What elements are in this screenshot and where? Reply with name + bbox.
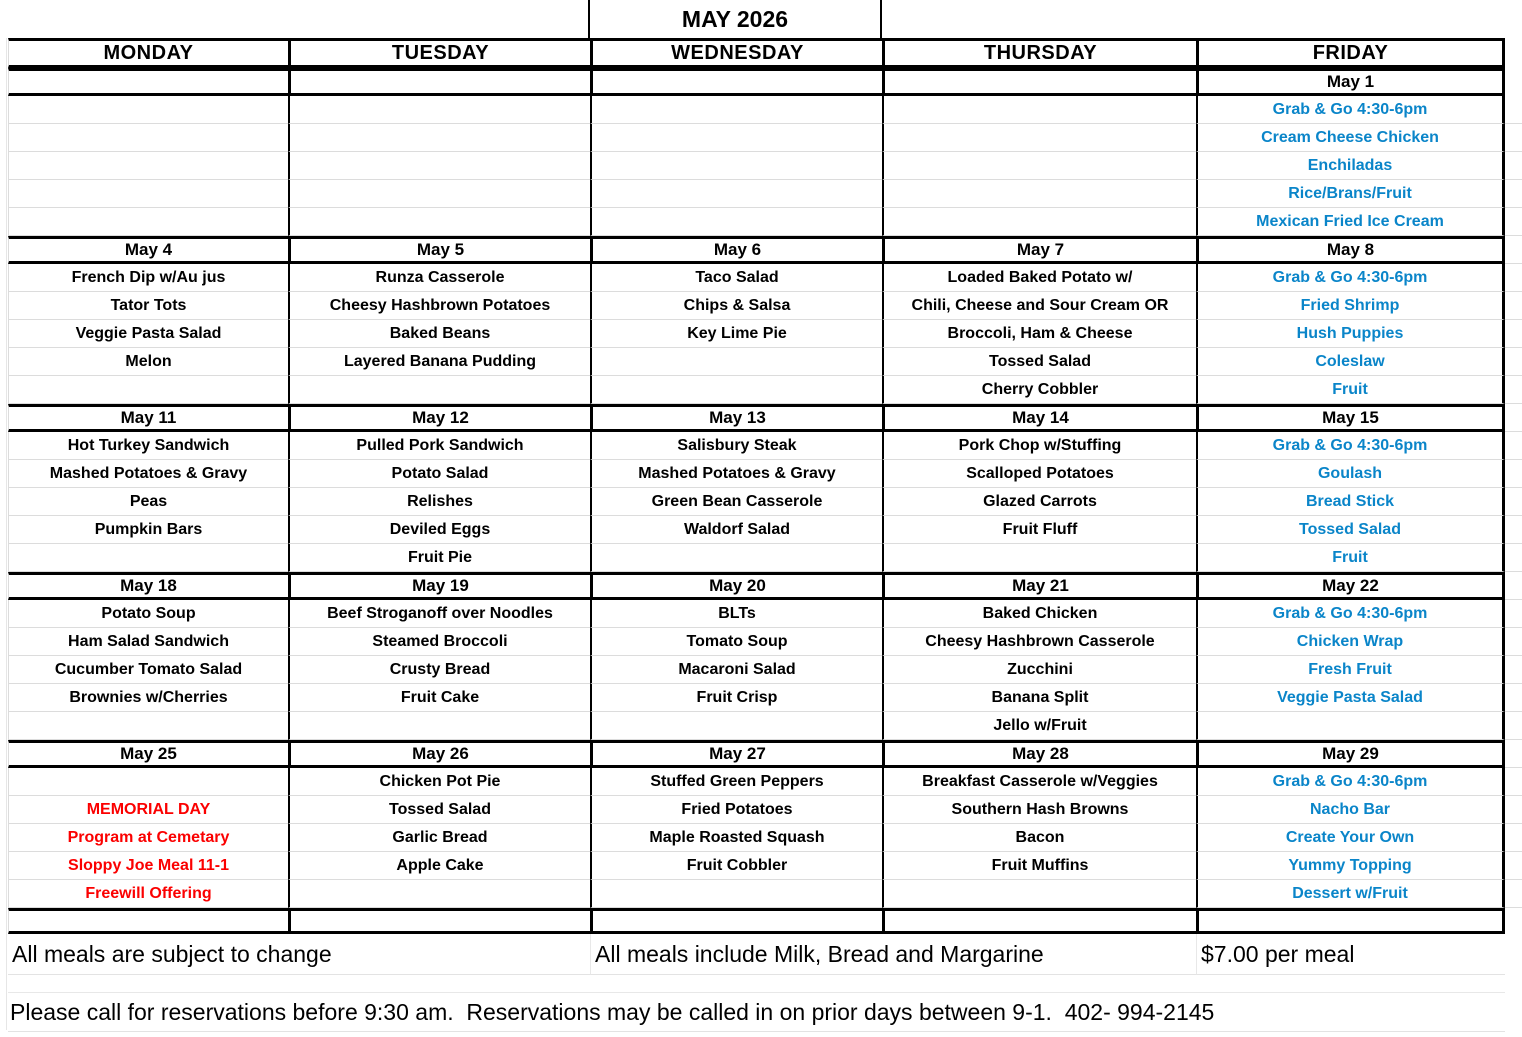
- spreadsheet-margin-gridlines: [1505, 96, 1522, 934]
- title-spacer: [882, 0, 1196, 38]
- menu-item-cell: Glazed Carrots: [882, 488, 1196, 516]
- menu-item-cell: Beef Stroganoff over Noodles: [288, 600, 590, 628]
- date-cell-empty: [288, 68, 590, 96]
- menu-item-cell-empty: [288, 96, 590, 124]
- note-subject-to-change: All meals are subject to change: [8, 934, 590, 975]
- menu-item-row: [8, 684, 1505, 712]
- title-spacer: [8, 0, 288, 38]
- weekday-header-wednesday: WEDNESDAY: [590, 38, 882, 68]
- menu-item-cell: Cucumber Tomato Salad: [8, 656, 288, 684]
- menu-item-cell-empty: [8, 152, 288, 180]
- menu-item-cell: Nacho Bar: [1196, 796, 1505, 824]
- title-spacer: [288, 0, 590, 38]
- date-cell: May 8: [1196, 236, 1505, 264]
- date-cell: May 15: [1196, 404, 1505, 432]
- menu-item-cell: Create Your Own: [1196, 824, 1505, 852]
- menu-item-cell-empty: [288, 880, 590, 908]
- menu-item-cell-empty: [590, 152, 882, 180]
- menu-item-row: [8, 460, 1505, 488]
- date-cell-empty: [590, 68, 882, 96]
- menu-item-cell: Baked Chicken: [882, 600, 1196, 628]
- menu-item-cell: Tossed Salad: [1196, 516, 1505, 544]
- menu-item-cell: Tator Tots: [8, 292, 288, 320]
- calendar-weeks: [8, 68, 1505, 934]
- date-cell: May 14: [882, 404, 1196, 432]
- menu-item-cell-empty: [288, 712, 590, 740]
- date-cell: May 1: [1196, 68, 1505, 96]
- month-title: MAY 2026: [590, 0, 882, 38]
- menu-item-cell: Fruit: [1196, 544, 1505, 572]
- menu-item-cell: Mashed Potatoes & Gravy: [590, 460, 882, 488]
- menu-item-cell: Chips & Salsa: [590, 292, 882, 320]
- menu-item-row: [8, 852, 1505, 880]
- menu-calendar: [8, 0, 1505, 1032]
- menu-item-cell: French Dip w/Au jus: [8, 264, 288, 292]
- menu-item-cell-empty: [882, 880, 1196, 908]
- menu-item-cell: Bacon: [882, 824, 1196, 852]
- menu-item-cell: Broccoli, Ham & Cheese: [882, 320, 1196, 348]
- menu-item-cell: Brownies w/Cherries: [8, 684, 288, 712]
- menu-item-cell: Baked Beans: [288, 320, 590, 348]
- menu-item-cell-empty: [288, 124, 590, 152]
- menu-item-cell: Veggie Pasta Salad: [1196, 684, 1505, 712]
- menu-item-cell: Fruit Cobbler: [590, 852, 882, 880]
- footer-gap-row: [8, 974, 1505, 993]
- menu-item-cell: Pulled Pork Sandwich: [288, 432, 590, 460]
- menu-item-cell: Crusty Bread: [288, 656, 590, 684]
- menu-item-cell-empty: [8, 208, 288, 236]
- menu-item-cell: Stuffed Green Peppers: [590, 768, 882, 796]
- menu-item-cell: Chicken Pot Pie: [288, 768, 590, 796]
- menu-item-row: [8, 880, 1505, 908]
- reservation-note: Please call for reservations before 9:30 am. Reservations may be called in on prior days between 9-1. 402- 994-2145: [8, 993, 1505, 1032]
- menu-item-cell: Potato Salad: [288, 460, 590, 488]
- menu-item-cell-empty: [882, 96, 1196, 124]
- note-price-per-meal: $7.00 per meal: [1196, 934, 1505, 975]
- menu-item-cell: Coleslaw: [1196, 348, 1505, 376]
- title-row: [8, 0, 1505, 38]
- menu-item-cell: Fruit Cake: [288, 684, 590, 712]
- menu-item-row: [8, 628, 1505, 656]
- menu-item-row: [8, 796, 1505, 824]
- menu-item-cell: Goulash: [1196, 460, 1505, 488]
- menu-item-cell-empty: [590, 208, 882, 236]
- menu-item-cell-empty: [590, 880, 882, 908]
- menu-item-cell: Taco Salad: [590, 264, 882, 292]
- menu-item-cell: Cherry Cobbler: [882, 376, 1196, 404]
- date-cell: May 13: [590, 404, 882, 432]
- menu-item-cell: Fruit Muffins: [882, 852, 1196, 880]
- date-cell: May 26: [288, 740, 590, 768]
- menu-item-cell: Relishes: [288, 488, 590, 516]
- menu-item-cell: Tossed Salad: [288, 796, 590, 824]
- menu-item-row: [8, 292, 1505, 320]
- menu-item-cell-empty: [8, 124, 288, 152]
- date-cell: May 27: [590, 740, 882, 768]
- menu-item-cell-empty: [882, 180, 1196, 208]
- empty-stripe-cell: [8, 908, 288, 934]
- menu-item-cell: Grab & Go 4:30-6pm: [1196, 600, 1505, 628]
- menu-item-cell: Steamed Broccoli: [288, 628, 590, 656]
- menu-item-cell: Breakfast Casserole w/Veggies: [882, 768, 1196, 796]
- date-cell: May 12: [288, 404, 590, 432]
- menu-item-row: [8, 768, 1505, 796]
- menu-item-cell: BLTs: [590, 600, 882, 628]
- empty-stripe-cell: [1196, 908, 1505, 934]
- menu-item-row: [8, 96, 1505, 124]
- week-date-row: [8, 572, 1505, 600]
- menu-item-cell-empty: [590, 96, 882, 124]
- menu-item-cell: Ham Salad Sandwich: [8, 628, 288, 656]
- menu-item-cell: Freewill Offering: [8, 880, 288, 908]
- menu-item-cell-empty: [8, 180, 288, 208]
- menu-item-cell-empty: [288, 152, 590, 180]
- menu-item-cell-empty: [288, 180, 590, 208]
- menu-item-row: [8, 124, 1505, 152]
- menu-item-cell: Program at Cemetary: [8, 824, 288, 852]
- menu-item-row: [8, 600, 1505, 628]
- empty-stripe-cell: [288, 908, 590, 934]
- menu-item-cell: Peas: [8, 488, 288, 516]
- menu-item-cell: Fresh Fruit: [1196, 656, 1505, 684]
- menu-item-row: [8, 656, 1505, 684]
- menu-item-cell: Dessert w/Fruit: [1196, 880, 1505, 908]
- menu-item-cell: Enchiladas: [1196, 152, 1505, 180]
- note-meals-include: All meals include Milk, Bread and Margarine: [590, 934, 1196, 975]
- menu-item-row: [8, 180, 1505, 208]
- menu-item-cell: Loaded Baked Potato w/: [882, 264, 1196, 292]
- menu-item-cell: Tossed Salad: [882, 348, 1196, 376]
- empty-bottom-stripe: [8, 908, 1505, 934]
- menu-item-cell: Garlic Bread: [288, 824, 590, 852]
- date-cell: May 28: [882, 740, 1196, 768]
- menu-item-cell-empty: [882, 208, 1196, 236]
- weekday-header-friday: FRIDAY: [1196, 38, 1505, 68]
- week-date-row: [8, 740, 1505, 768]
- spreadsheet-left-gridline: [6, 38, 7, 1030]
- menu-item-cell: Layered Banana Pudding: [288, 348, 590, 376]
- menu-item-cell: Tomato Soup: [590, 628, 882, 656]
- menu-item-cell: Mexican Fried Ice Cream: [1196, 208, 1505, 236]
- date-cell-empty: [882, 68, 1196, 96]
- menu-item-cell-empty: [882, 124, 1196, 152]
- menu-item-cell: Hot Turkey Sandwich: [8, 432, 288, 460]
- menu-item-cell: Chili, Cheese and Sour Cream OR: [882, 292, 1196, 320]
- menu-item-row: [8, 712, 1505, 740]
- date-cell: May 4: [8, 236, 288, 264]
- weekday-header-thursday: THURSDAY: [882, 38, 1196, 68]
- menu-item-cell: Hush Puppies: [1196, 320, 1505, 348]
- menu-item-cell: Fruit Pie: [288, 544, 590, 572]
- menu-item-cell: Mashed Potatoes & Gravy: [8, 460, 288, 488]
- menu-item-row: [8, 544, 1505, 572]
- menu-item-cell: Fruit Crisp: [590, 684, 882, 712]
- menu-item-cell: Melon: [8, 348, 288, 376]
- date-cell: May 6: [590, 236, 882, 264]
- menu-item-cell: Sloppy Joe Meal 11-1: [8, 852, 288, 880]
- menu-item-cell: Cheesy Hashbrown Casserole: [882, 628, 1196, 656]
- menu-item-cell: Runza Casserole: [288, 264, 590, 292]
- weekday-header-monday: MONDAY: [8, 38, 288, 68]
- menu-item-cell: Fruit Fluff: [882, 516, 1196, 544]
- date-cell: May 5: [288, 236, 590, 264]
- menu-item-cell: Jello w/Fruit: [882, 712, 1196, 740]
- date-cell: May 19: [288, 572, 590, 600]
- weekday-header-tuesday: TUESDAY: [288, 38, 590, 68]
- menu-item-cell-empty: [8, 96, 288, 124]
- menu-item-cell-empty: [590, 180, 882, 208]
- menu-item-cell-empty: [8, 768, 288, 796]
- empty-stripe-cell: [882, 908, 1196, 934]
- menu-item-cell: Maple Roasted Squash: [590, 824, 882, 852]
- menu-item-cell: Bread Stick: [1196, 488, 1505, 516]
- menu-item-cell: Potato Soup: [8, 600, 288, 628]
- date-cell: May 21: [882, 572, 1196, 600]
- menu-item-cell: Grab & Go 4:30-6pm: [1196, 768, 1505, 796]
- menu-item-cell-empty: [8, 712, 288, 740]
- date-cell-empty: [8, 68, 288, 96]
- menu-item-cell: Salisbury Steak: [590, 432, 882, 460]
- menu-item-row: [8, 376, 1505, 404]
- menu-item-cell: Waldorf Salad: [590, 516, 882, 544]
- date-cell: May 18: [8, 572, 288, 600]
- menu-item-cell: Cheesy Hashbrown Potatoes: [288, 292, 590, 320]
- menu-item-cell: Pork Chop w/Stuffing: [882, 432, 1196, 460]
- menu-item-row: [8, 320, 1505, 348]
- menu-item-cell: Yummy Topping: [1196, 852, 1505, 880]
- menu-item-cell-empty: [882, 152, 1196, 180]
- menu-item-cell-empty: [590, 124, 882, 152]
- menu-item-cell: Southern Hash Browns: [882, 796, 1196, 824]
- menu-item-cell: Chicken Wrap: [1196, 628, 1505, 656]
- weekday-header-row: [8, 38, 1505, 68]
- menu-item-cell: Key Lime Pie: [590, 320, 882, 348]
- menu-item-row: [8, 152, 1505, 180]
- menu-item-cell: Rice/Brans/Fruit: [1196, 180, 1505, 208]
- menu-item-cell-empty: [1196, 712, 1505, 740]
- menu-item-row: [8, 824, 1505, 852]
- menu-item-cell: Grab & Go 4:30-6pm: [1196, 264, 1505, 292]
- menu-item-cell: Banana Split: [882, 684, 1196, 712]
- menu-item-row: [8, 488, 1505, 516]
- menu-item-cell: Macaroni Salad: [590, 656, 882, 684]
- date-cell: May 20: [590, 572, 882, 600]
- date-cell: May 11: [8, 404, 288, 432]
- menu-item-cell-empty: [590, 544, 882, 572]
- menu-item-cell: MEMORIAL DAY: [8, 796, 288, 824]
- menu-item-cell: Cream Cheese Chicken: [1196, 124, 1505, 152]
- menu-item-cell: Grab & Go 4:30-6pm: [1196, 432, 1505, 460]
- menu-item-row: [8, 432, 1505, 460]
- menu-item-cell-empty: [590, 348, 882, 376]
- date-cell: May 25: [8, 740, 288, 768]
- menu-item-cell: Green Bean Casserole: [590, 488, 882, 516]
- menu-item-row: [8, 348, 1505, 376]
- menu-item-cell-empty: [590, 712, 882, 740]
- menu-item-cell: Pumpkin Bars: [8, 516, 288, 544]
- menu-item-cell: Fruit: [1196, 376, 1505, 404]
- menu-item-cell-empty: [288, 208, 590, 236]
- menu-item-cell: Fried Shrimp: [1196, 292, 1505, 320]
- menu-item-cell: Veggie Pasta Salad: [8, 320, 288, 348]
- week-date-row: [8, 404, 1505, 432]
- menu-item-cell-empty: [590, 376, 882, 404]
- week-date-row: [8, 236, 1505, 264]
- menu-item-row: [8, 208, 1505, 236]
- menu-item-cell-empty: [882, 544, 1196, 572]
- menu-item-cell: Scalloped Potatoes: [882, 460, 1196, 488]
- menu-item-row: [8, 264, 1505, 292]
- menu-item-cell-empty: [8, 376, 288, 404]
- title-spacer: [1196, 0, 1505, 38]
- menu-item-cell-empty: [8, 544, 288, 572]
- menu-item-cell-empty: [288, 376, 590, 404]
- week-date-row: [8, 68, 1505, 96]
- menu-item-cell: Fried Potatoes: [590, 796, 882, 824]
- date-cell: May 29: [1196, 740, 1505, 768]
- menu-item-cell: Zucchini: [882, 656, 1196, 684]
- date-cell: May 22: [1196, 572, 1505, 600]
- footer-notes-row: [8, 934, 1505, 974]
- menu-item-cell: Grab & Go 4:30-6pm: [1196, 96, 1505, 124]
- empty-stripe-cell: [590, 908, 882, 934]
- menu-item-row: [8, 516, 1505, 544]
- menu-item-cell: Apple Cake: [288, 852, 590, 880]
- date-cell: May 7: [882, 236, 1196, 264]
- menu-item-cell: Deviled Eggs: [288, 516, 590, 544]
